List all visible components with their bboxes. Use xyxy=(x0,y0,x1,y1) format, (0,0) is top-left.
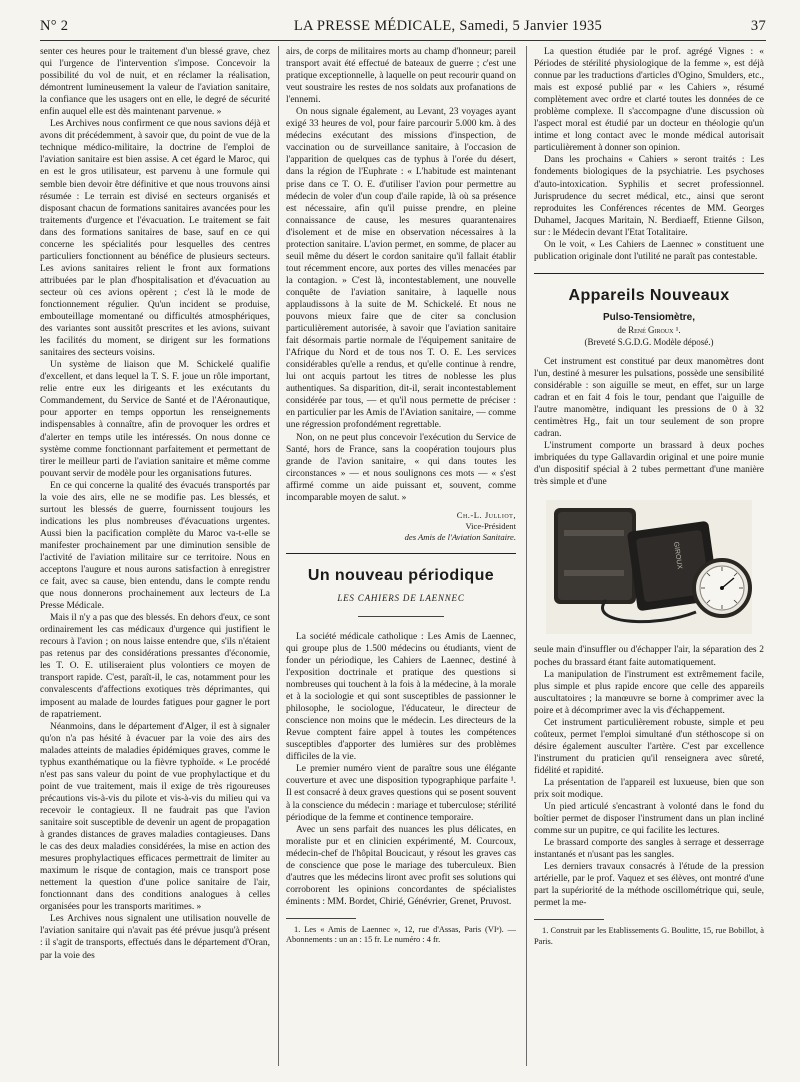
inventor-prefix: de xyxy=(617,324,629,335)
paragraph: Le premier numéro vient de paraître sous une élégante couverture et avec une disposition typographique parfaite ¹. Il est consacré à deux graves questions qui se posent souvent à la conscience du médecin : mariage et tuberculose; stérilité périodique de la femme et continence temporaire. xyxy=(286,764,516,823)
inventor-suffix: ¹. xyxy=(673,324,681,335)
page-number: 37 xyxy=(750,18,766,34)
footnote: 1. Les « Amis de Laennec », 12, rue d'Assas, Paris (VIᵉ). — Abonnements : un an : 15 fr. Le numéro : 4 fr. xyxy=(286,924,516,945)
journal-title: LA PRESSE MÉDICALE, Samedi, 5 Janvier 1935 xyxy=(293,18,603,34)
product-patent: (Breveté S.G.D.G. Modèle déposé.) xyxy=(584,336,714,347)
pulso-tensiometre-photo xyxy=(546,500,752,634)
paragraph: seule main d'insuffler ou d'échapper l'air, la séparation des 2 poches du brassard étant faite automatiquement. xyxy=(534,645,764,668)
signature-name: Ch.-L. Julliot, xyxy=(456,509,516,520)
paragraph: La société médicale catholique : Les Amis de Laennec, qui groupe plus de 1.500 médecins ou étudiants, vient de fonder un périodique, les Cahiers de Laennec, destiné à l'exposition doctrinale et pratique des questions si nombreuses qui touchent à la fois à la médecine, à la morale et à la sociologie et qui sont susceptibles de passionner le philosophe, le sociologue, l'éducateur, le directeur de conscience non moins que le médecin. Les directeurs de la Revue comptent faire appel à toutes les compétences susceptibles d'apporter des lumières sur des problèmes difficiles de la vie. xyxy=(286,631,516,763)
product-inventor xyxy=(534,324,764,336)
paragraph: Non, on ne peut plus concevoir l'exécution du Service de Santé, hors de France, sans la coopération toujours plus grande de l'avion sanitaire, « qui dans toutes les circonstances » — et nous soulignons ces mots — « s'est affirmé comme un aide puissant et, souvent, comme incomparable moyen de salut. » xyxy=(286,432,516,503)
paragraph: Un pied articulé s'encastrant à volonté dans le fond du boîtier permet de disposer l'instrument dans un plan incliné comme sur un pupitre, ce qui facilite les lectures. xyxy=(534,802,764,837)
paragraph: Avec un sens parfait des nuances les plus délicates, en moraliste pur et en clinicien expérimenté, M. Courcoux, médecin-chef de l'hôpital Boucicaut, y résout les graves cas de conscience que pose le mariage des tuberculeux. Bien d'autres que les médecins liront avec profit ses solutions qui corroborent les opinions concordantes de spécialistes éminents : MM. Bordet, Chirié, Génévrier, Grenet, Pruvost. xyxy=(286,824,516,907)
footnote-rule xyxy=(286,918,356,919)
signature xyxy=(286,510,516,543)
paragraph: La manipulation de l'instrument est extrêmement facile, plus simple et plus rapide encore que celle des appareils auscultatoires ; la manœuvre se borne à comprimer avec la poire et à décomprimer avec la vis d'échappement. xyxy=(534,669,764,716)
header-rule xyxy=(40,40,766,41)
column-divider xyxy=(526,46,527,1066)
paragraph: Un système de liaison que M. Schickelé qualifie d'excellent, et dans lequel la T. S. F. joue un rôle important, relie entre eux les dirigeants et les exécutants du Commandement, du Service de Santé et de l'Aéronautique, pour apporter en temps opportun les renseignements indispensables à connaître, afin de provoquer les ordres et d'alerter en temps utile les intéressés. On nous donne ce système comme fonctionnant parfaitement et permettant de tirer le meilleur parti de l'aviation sanitaire et même comme pouvant servir de modèle pour les organisations futures. xyxy=(40,360,270,479)
column-3 xyxy=(534,46,764,947)
column-2 xyxy=(286,46,516,946)
page-header xyxy=(40,14,766,40)
paragraph: Les Archives nous signalent une utilisation nouvelle de l'aviation sanitaire qui n'avait pas été prévue jusqu'à présent : il s'agit de transports, effectués dans le département d'Oran, par la voie des xyxy=(40,914,270,961)
paragraph: Le brassard comporte des sangles à serrage et desserrage instantanés et n'usant pas les sangles. xyxy=(534,838,764,861)
dial-brand: GIROUX xyxy=(672,541,683,571)
inventor-name: René Giroux xyxy=(628,324,674,335)
paragraph: Cet instrument particulièrement robuste, simple et peu coûteux, permet l'emploi simultané d'un stéthoscope si on désire également ausculter l'artère. C'est par excellence l'instrument du praticien qu'il renseignera avec sûreté, fidélité et rapidité. xyxy=(534,717,764,776)
paragraph: Les Archives nous confirment ce que nous savions déjà et avons dit précédemment, à savoir que, du point de vue de la technique médico-militaire, la doctrine de l'emploi de l'aviation sanitaire est bien assise. A cet égard le Maroc, qui en est le gros utilisateur, est parvenu à une formule qui semble bien devoir être définitive et que nous trouvons ainsi résumée : Le terrain est divisé en secteurs organisés et disposant chacun de formations sanitaires avancées pour les traitements d'urgence et l'évacuation. Le traitement se fait dans des formations sanitaires de base, sauf en ce qui concerne les spécialités pour lesquelles des centres particuliers fonctionnent au bénéfice de plusieurs secteurs. Les avions sanitaires relient le front aux formations attribuées par le plan d'hospitalisation et d'évacuation au secteur où ces avions opèrent ; c'est là le mode de fonctionnement régulier. Qu'un incident se produise, embouteillage momentané ou difficultés atmosphériques, des variantes sont aussitôt prescrites et les avions, suivant les facilités du moment, se dirigent sur les formations sanitaires des secteurs voisins. xyxy=(40,119,270,359)
footnote: 1. Construit par les Etablissements G. Boulitte, 15, rue Bobillot, à Paris. xyxy=(534,926,764,946)
column-1 xyxy=(40,46,270,962)
section-title: Un nouveau périodique xyxy=(307,566,495,584)
paragraph: Cet instrument est constitué par deux manomètres dont l'un, destiné à mesurer les pulsations, possède une sensibilité considérable : son aiguille se meut, en effet, sur un large cadran et en fait 4 fois le tour, pendant que l'aiguille de l'autre manomètre, indiquant les pressions de 0 à 32 centimètres Hg., fait un tour seulement de son propre cadran. xyxy=(534,356,764,440)
paragraph: Les derniers travaux consacrés à l'étude de la pression artérielle, par le prof. Vaquez et ses élèves, ont montré d'une part la supériorité de la méthode oscillométrique qui, seule, permet la me- xyxy=(534,862,764,909)
paragraph: On nous signale également, au Levant, 23 voyages ayant exigé 33 heures de vol, pour faire parcourir 5.000 km. à des médecins exécutant des missions d'inspection, de vaccination ou de surveillance sanitaire, à l'occasion de l'apparition de quelques cas de typhus à l'orée du désert, dans la région de l'Euphrate : « L'habitude est maintenant prise dans ce T. O. E. d'utiliser l'avion pour permettre au médecin de voler d'un coup d'aile rapide, là où sa présence est nécessaire, afin qu'il puisse prendre, en pleine connaissance de cause, les mesures quarantenaires d'isolement et de mise en observation nécessaires à la protection sanitaire. L'avion permet, en somme, de placer au seuil même du désert le cordon sanitaire qu'il fallait établir tout récemment encore, aux portes des villes menacées par la contagion. » C'est là, incontestablement, une nouvelle conquête de l'aviation sanitaire, à laquelle nous applaudissons à la suite de M. Schickelé. Et nous ne pouvons mieux faire que de citer sa conclusion particulièrement autorisée, à savoir que l'aviation sanitaire fait désormais partie normale de l'équipement sanitaire de l'Afrique du Nord et de tous nos T. O. E. Les services considérables qu'elle a rendus, et qu'elle continue à rendre, lui ont acquis partout les titres de noblesse les plus authentiques. Sa disparition, dit-il, serait incontestablement considérée par tous, — et qu'il nous permette de préciser : en particulier par les Amis de l'Aviation sanitaire, — comme une régression profondément regrettable. xyxy=(286,107,516,431)
paragraph: En ce qui concerne la qualité des évacués transportés par la voie des airs, elle ne se modifie pas. Les blessés, et surtout les blessés de guerre, fournissent toujours les indications les plus nombreuses d'évacuations urgentes. Aussi bien la pacification complète du Maroc va-t-elle se manifester prochainement par une diminution sensible de l'activité de l'aviation militaire sur ce territoire. Nous en acceptons l'augure et nous aurons satisfaction à enregistrer ce fait, avec sa cause, bien entendu, dans le compte rendu que nous donnerons prochainement aux lecteurs de La Presse Médicale. xyxy=(40,480,270,612)
paragraph: Mais il n'y a pas que des blessés. En dehors d'eux, ce sont ordinairement les cas médicaux d'urgence qui justifient le recours à l'avion ; on nous laisse entendre que, s'ils n'étaient pas retenus par des considérations pressantes d'économie, les T. O. E. utiliseraient plus volontiers ce moyen de transport rapide. C'est, paraît-il, le cas, notamment pour les convalescents d'affections exotiques très déprimantes, qui imposent au malade de lourdes fatigues pour gagner le port de rapatriement. xyxy=(40,613,270,720)
column-divider xyxy=(278,46,279,1066)
paragraph: airs, de corps de militaires morts au champ d'honneur; pareil transport avait été effectué de bateaux de guerre ; c'est une pratique exceptionnelle, à laquelle on peut recourir quand on veut soustraire les restes de nos soldats aux profanations de l'ennemi. xyxy=(286,47,516,106)
section-subtitle: LES CAHIERS DE LAENNEC xyxy=(337,592,465,603)
paragraph: L'instrument comporte un brassard à deux poches imbriquées du type Gallavardin original et une poire munie d'un dispositif spécial à 2 tubes permettant d'une manière très simple et d'une xyxy=(534,441,764,488)
section-rule xyxy=(534,273,764,274)
section-rule xyxy=(286,553,516,554)
subtitle-rule xyxy=(358,616,444,617)
issue-number: N° 2 xyxy=(40,18,69,34)
signature-org: des Amis de l'Aviation Sanitaire. xyxy=(404,531,516,542)
paragraph: Néanmoins, dans le département d'Alger, il est à signaler qu'on n'a pas hésité à évacuer par la voie des airs des malades atteints de maladies épidémiques graves, comme le typhus exanthématique ou la fièvre typhoïde. « Le procédé n'est pas sans valeur du point de vue prophylactique et du point de vue traitement, mais il exige de très rigoureuses précautions vis-à-vis du pilote et vis-à-vis du milieu qui va recevoir le contagieux. Il ne faudrait pas que l'avion sanitaire soit susceptible de devenir un agent de propagation à grandes distances de graves maladies contagieuses. Dans le cas des deux maladies considérées, la mise en action des mesures prophylactiques efficaces permettrait de limiter au maximum le risque de contagion, mais ce transport pose nettement la question d'une police sanitaire de l'air, fonctionnant dans des conditions analogues à celles organisées pour les transports maritimes. » xyxy=(40,721,270,913)
product-name: Pulso-Tensiomètre, xyxy=(602,311,696,323)
footnote-rule xyxy=(534,919,604,920)
paragraph: La question étudiée par le prof. agrégé Vignes : « Périodes de stérilité physiologique de la femme », est déjà connue par les traductions d'articles d'Ogino, Smulders, etc., mais est exposé publié par « les Cahiers », résumé complètement avec ordre et clarté toutes les données de ce problème complexe. Il s'accompagne d'une discussion où l'aspect moral est étudié par un docteur en théologie qu'un intime et long contact avec le monde médical autorisait particulièrement à donner son opinion. xyxy=(534,47,764,154)
paragraph: La présentation de l'appareil est luxueuse, bien que son prix soit modique. xyxy=(534,777,764,801)
section-title: Appareils Nouveaux xyxy=(568,286,730,304)
paragraph: senter ces heures pour le traitement d'un blessé grave, chez qui l'urgence de l'intervention s'impose. Concevoir la possibilité du vol de nuit, et en réclamer la réalisation, démontrent lumineusement la valeur de l'aviation sanitaire, la confiance que les usagers ont en elle, le degré de sécurité enfin auquel elle est dès maintenant parvenue. » xyxy=(40,47,270,118)
paragraph: On le voit, « Les Cahiers de Laennec » constituent une publication originale dont l'utilité ne paraît pas contestable. xyxy=(534,239,764,262)
signature-role: Vice-Président xyxy=(465,520,516,531)
paragraph: Dans les prochains « Cahiers » seront traités : Les fondements biologiques de la psychiatrie. Les psychoses d'auto-intoxication. Syphilis et secret professionnel. Jurisprudence du secret médical, etc., ainsi que seront reproduites les Conférences récentes de MM. Georges Duhamel, Jacques Maritain, N. Berdiaeff, Etienne Gilson, sur : le Médecin devant l'Etat Totalitaire. xyxy=(534,155,764,238)
